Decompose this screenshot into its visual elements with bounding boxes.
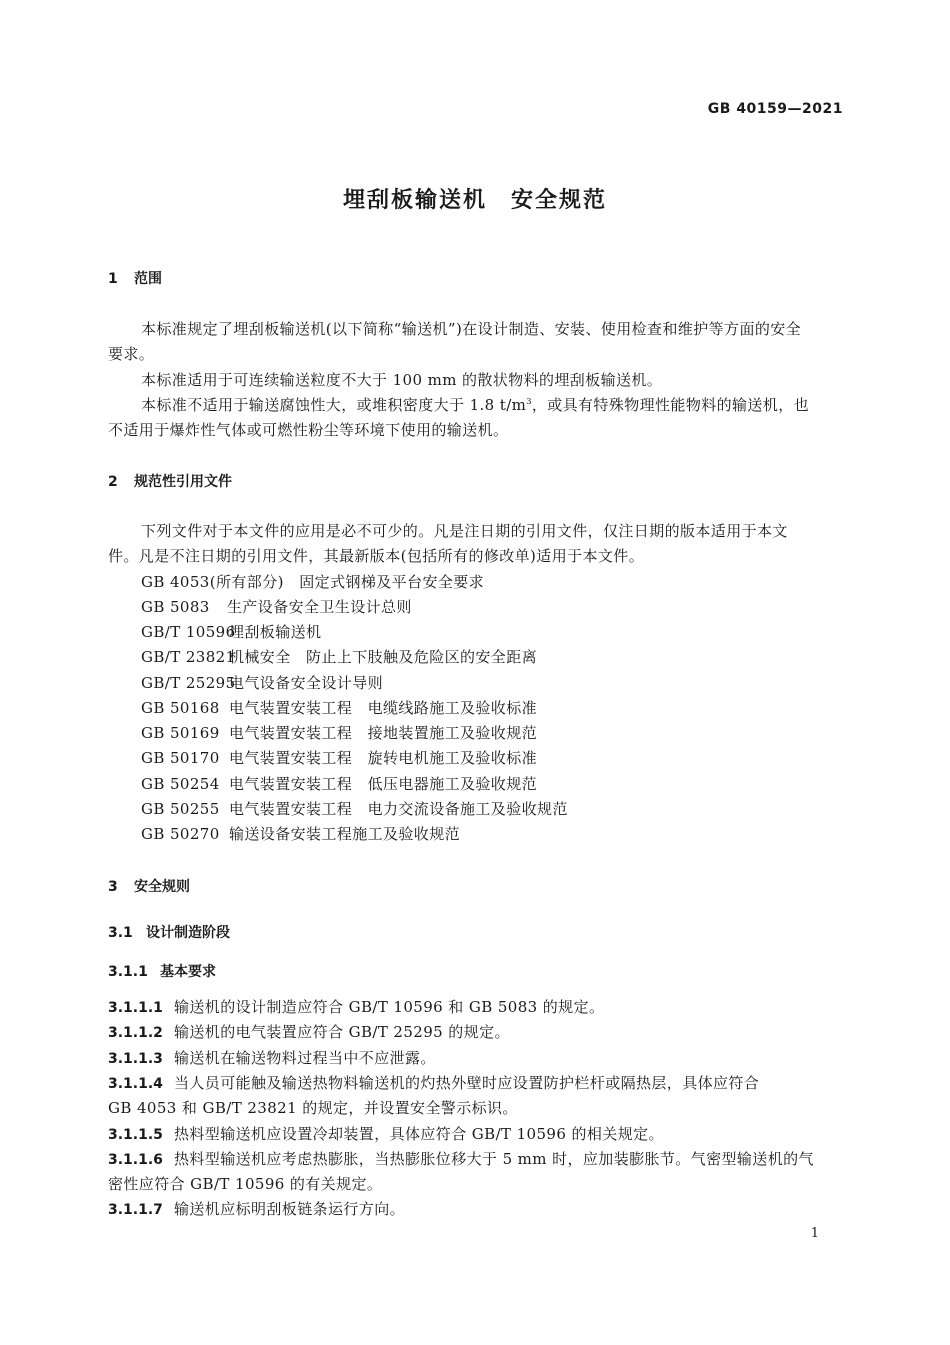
s1-paragraph-3-line-2: 不适用于爆炸性气体或可燃性粉尘等环境下使用的输送机。 <box>108 421 509 439</box>
reference-item: GB 50169 电气装置安装工程 接地装置施工及验收规范 <box>141 724 538 742</box>
section-2-heading <box>108 471 232 491</box>
section-3-heading <box>108 876 190 896</box>
section-title: 范围 <box>134 271 162 287</box>
clause-3-1-1-3: 3.1.1.3 输送机在输送物料过程当中不应泄露。 <box>108 1049 436 1067</box>
page-number: 1 <box>810 1226 819 1241</box>
clause-3-1-1-6-line-2: 密性应符合 GB/T 10596 的有关规定。 <box>108 1175 383 1193</box>
clause-3-1-1-6: 3.1.1.6 热料型输送机应考虑热膨胀，当热膨胀位移大于 5 mm 时，应加装膨胀节。气密型输送机的气 <box>108 1150 814 1168</box>
clause-3-1-1-1: 3.1.1.1 输送机的设计制造应符合 GB/T 10596 和 GB 5083 的规定。 <box>108 998 605 1016</box>
clause-3-1-1-7: 3.1.1.7 输送机应标明刮板链条运行方向。 <box>108 1200 406 1218</box>
section-number: 2 <box>108 474 118 490</box>
s2-paragraph-line-2: 件。凡是不注日期的引用文件，其最新版本(包括所有的修改单)适用于本文件。 <box>108 547 645 565</box>
section-title: 规范性引用文件 <box>134 474 232 490</box>
s1-paragraph-2: 本标准适用于可连续输送粒度不大于 100 mm 的散状物料的埋刮板输送机。 <box>141 371 663 389</box>
reference-item: GB/T 23821机械安全 防止上下肢触及危险区的安全距离 <box>141 648 538 666</box>
section-title: 安全规则 <box>134 879 190 895</box>
subsection-3-1-1-heading: 3.1.1 基本要求 <box>108 964 216 980</box>
section-number: 1 <box>108 271 118 287</box>
s1-paragraph-1-line-1: 本标准规定了埋刮板输送机(以下简称“输送机”)在设计制造、安装、使用检查和维护等方面的安全 <box>141 320 802 338</box>
clause-3-1-1-5: 3.1.1.5 热料型输送机应设置冷却装置，具体应符合 GB/T 10596 的相关规定。 <box>108 1125 664 1143</box>
s1-paragraph-1-line-2: 要求。 <box>108 345 155 363</box>
section-1-heading <box>108 268 162 288</box>
reference-item: GB 50255 电气装置安装工程 电力交流设备施工及验收规范 <box>141 800 568 818</box>
reference-item: GB 5083 生产设备安全卫生设计总则 <box>141 598 412 616</box>
reference-item: GB 4053(所有部分) 固定式钢梯及平台安全要求 <box>141 573 485 591</box>
reference-item: GB 50170 电气装置安装工程 旋转电机施工及验收标准 <box>141 749 538 767</box>
standard-code: GB 40159—2021 <box>707 101 843 117</box>
document-title: 埋刮板输送机 安全规范 <box>342 188 607 213</box>
clause-3-1-1-4: 3.1.1.4 当人员可能触及输送热物料输送机的灼热外壁时应设置防护栏杆或隔热层，具体应符合 <box>108 1074 760 1092</box>
reference-item: GB 50270 输送设备安装工程施工及验收规范 <box>141 825 461 843</box>
reference-item: GB/T 25295电气设备安全设计导则 <box>141 674 384 692</box>
reference-item: GB 50168 电气装置安装工程 电缆线路施工及验收标准 <box>141 699 538 717</box>
s2-paragraph-line-1: 下列文件对于本文件的应用是必不可少的。凡是注日期的引用文件，仅注日期的版本适用于本文 <box>141 522 788 540</box>
reference-item: GB 50254 电气装置安装工程 低压电器施工及验收规范 <box>141 775 538 793</box>
reference-item: GB/T 10596埋刮板输送机 <box>141 623 322 641</box>
s1-paragraph-3-line-1: 本标准不适用于输送腐蚀性大，或堆积密度大于 1.8 $t/m^3$，或具有特殊物理性能物料的输送机，也 <box>141 396 810 414</box>
subsection-3-1-heading: 3.1 设计制造阶段 <box>108 925 230 941</box>
section-number: 3 <box>108 879 118 895</box>
clause-3-1-1-2: 3.1.1.2 输送机的电气装置应符合 GB/T 25295 的规定。 <box>108 1023 510 1041</box>
clause-3-1-1-4-line-2: GB 4053 和 GB/T 23821 的规定，并设置安全警示标识。 <box>108 1099 518 1117</box>
